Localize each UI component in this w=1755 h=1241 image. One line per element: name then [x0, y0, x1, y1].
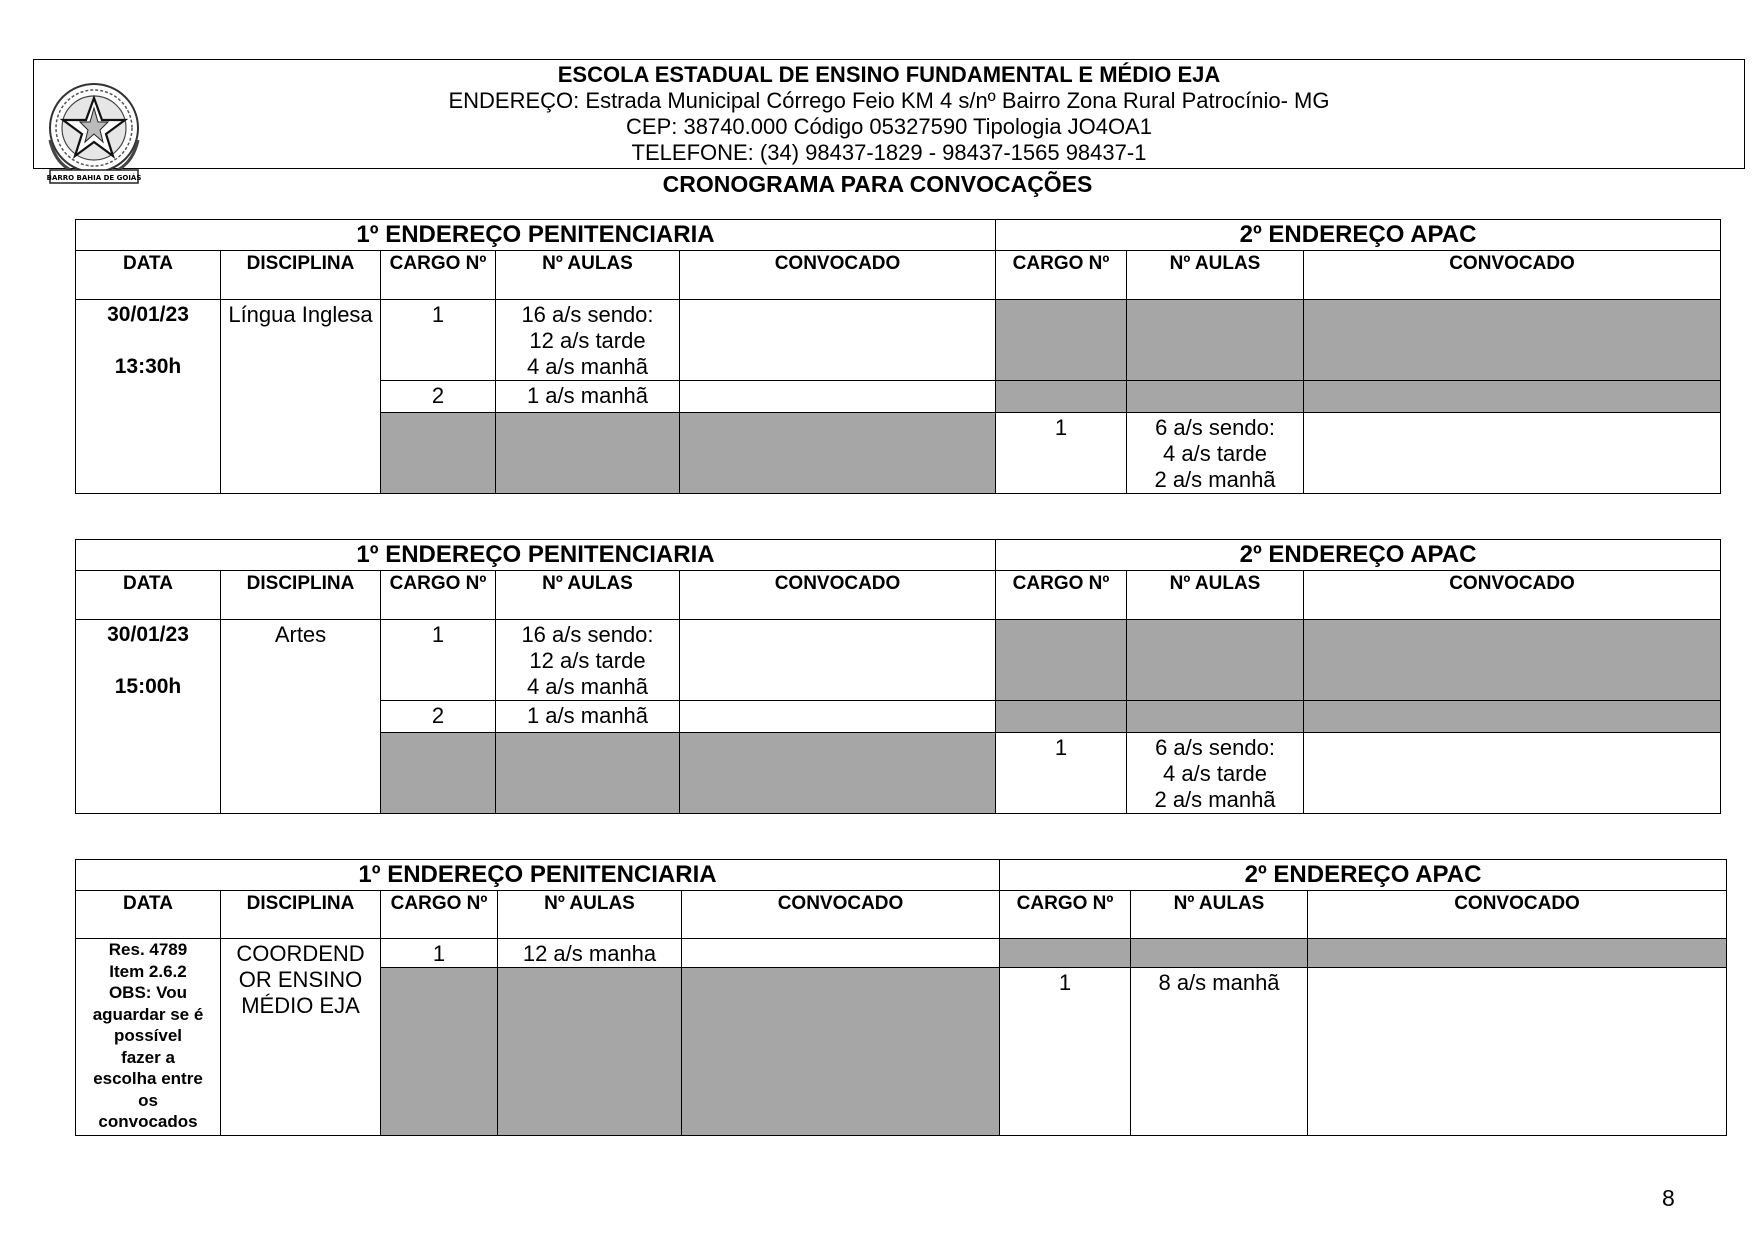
col-discipline: DISCIPLINA [221, 251, 381, 300]
col-apac-convocado: CONVOCADO [1304, 251, 1721, 300]
shaded-cell [1127, 620, 1304, 701]
note-cell [76, 939, 221, 1136]
col-cargo: CARGO Nº [381, 251, 496, 300]
page-number: 8 [1662, 1185, 1675, 1211]
time-text: 13:30h [114, 355, 182, 378]
col-date: DATA [76, 891, 221, 939]
time-text: 15:00h [114, 675, 182, 698]
discipline-cell: COORDEND OR ENSINO MÉDIO EJA [221, 939, 381, 1136]
note-line: Res. 4789 [108, 940, 188, 959]
col-discipline: DISCIPLINA [221, 891, 381, 939]
aulas-line: 2 a/s manhã [1154, 467, 1276, 492]
cargo-cell: 1 [381, 939, 498, 968]
shaded-cell [680, 733, 996, 814]
shaded-cell [381, 733, 496, 814]
schedule-table-3 [75, 859, 1727, 1136]
apac-convocado-cell [1304, 413, 1721, 494]
shaded-cell [1304, 620, 1721, 701]
aulas-line: 12 a/s tarde [529, 648, 646, 673]
col-convocado: CONVOCADO [682, 891, 1000, 939]
page-title: CRONOGRAMA PARA CONVOCAÇÕES [662, 171, 1093, 197]
aulas-line: 6 a/s sendo: [1155, 735, 1275, 760]
shaded-cell [1304, 300, 1721, 381]
shaded-cell [996, 300, 1127, 381]
note-line: convocados [98, 1112, 198, 1131]
shaded-cell [381, 413, 496, 494]
col-date: DATA [76, 251, 221, 300]
aulas-line: 4 a/s tarde [1163, 761, 1267, 786]
cargo-cell: 1 [381, 300, 496, 381]
aulas-line: 16 a/s sendo: [521, 622, 654, 647]
school-address: ENDEREÇO: Estrada Municipal Córrego Feio KM 4 s/nº Bairro Zona Rural Patrocínio- MG [448, 88, 1330, 113]
shaded-cell [996, 620, 1127, 701]
cargo-cell: 2 [381, 701, 496, 733]
section-penitenciaria-header: 1º ENDEREÇO PENITENCIARIA [76, 860, 1000, 891]
note-line: escolha entre [93, 1069, 203, 1088]
shaded-cell [1308, 939, 1727, 968]
aulas-line: 4 a/s manhã [526, 674, 649, 699]
col-convocado: CONVOCADO [680, 251, 996, 300]
shaded-cell [1304, 701, 1721, 733]
aulas-line: 12 a/s tarde [529, 328, 646, 353]
aulas-cell: 1 a/s manhã [496, 701, 680, 733]
school-phone: TELEFONE: (34) 98437-1829 - 98437-1565 98437-1 [631, 140, 1147, 165]
note-line: Item 2.6.2 [109, 961, 187, 981]
aulas-cell: 12 a/s manha [498, 939, 682, 968]
shaded-cell [496, 413, 680, 494]
section-penitenciaria-header: 1º ENDEREÇO PENITENCIARIA [76, 220, 996, 251]
section-apac-header: 2º ENDEREÇO APAC [1000, 860, 1727, 891]
apac-convocado-cell [1304, 733, 1721, 814]
shaded-cell [1127, 701, 1304, 733]
shaded-cell [1304, 381, 1721, 413]
convocado-cell [682, 939, 1000, 968]
aulas-line: 2 a/s manhã [1154, 787, 1276, 812]
apac-aulas-cell [1127, 733, 1304, 814]
cargo-cell: 1 [381, 620, 496, 701]
col-apac-aulas: Nº AULAS [1131, 891, 1308, 939]
aulas-cell: 1 a/s manhã [496, 381, 680, 413]
col-aulas: Nº AULAS [498, 891, 682, 939]
col-discipline: DISCIPLINA [221, 571, 381, 620]
col-date: DATA [76, 571, 221, 620]
apac-cargo-cell: 1 [1000, 968, 1131, 1136]
convocado-cell [680, 300, 996, 381]
note-line: aguardar se é [92, 1004, 204, 1024]
convocado-cell [680, 701, 996, 733]
date-cell [76, 300, 221, 494]
date-text: 30/01/23 [107, 623, 189, 646]
shaded-cell [496, 733, 680, 814]
shaded-cell [680, 413, 996, 494]
aulas-cell [496, 620, 680, 701]
shaded-cell [1127, 381, 1304, 413]
col-aulas: Nº AULAS [496, 251, 680, 300]
discipline-cell: Língua Inglesa [221, 300, 381, 494]
col-cargo: CARGO Nº [381, 571, 496, 620]
note-line: possível [113, 1026, 183, 1045]
shaded-cell [1131, 939, 1308, 968]
apac-convocado-cell [1308, 968, 1727, 1136]
shaded-cell [1127, 300, 1304, 381]
apac-aulas-cell: 8 a/s manhã [1131, 968, 1308, 1136]
note-line: OBS: Vou [108, 983, 188, 1002]
col-apac-convocado: CONVOCADO [1308, 891, 1727, 939]
aulas-line: 6 a/s sendo: [1155, 415, 1275, 440]
col-aulas: Nº AULAS [496, 571, 680, 620]
svg-text:BARRO BAHIA DE GOIÁS: BARRO BAHIA DE GOIÁS [46, 174, 142, 182]
section-apac-header: 2º ENDEREÇO APAC [996, 220, 1721, 251]
col-apac-cargo: CARGO Nº [996, 251, 1127, 300]
col-apac-cargo: CARGO Nº [1000, 891, 1131, 939]
col-convocado: CONVOCADO [680, 571, 996, 620]
aulas-line: 16 a/s sendo: [521, 302, 654, 327]
schedule-table-2 [75, 539, 1721, 814]
section-apac-header: 2º ENDEREÇO APAC [996, 540, 1721, 571]
school-cep: CEP: 38740.000 Código 05327590 Tipologia JO4OA1 [626, 114, 1152, 139]
col-cargo: CARGO Nº [381, 891, 498, 939]
col-apac-aulas: Nº AULAS [1127, 571, 1304, 620]
convocado-cell [680, 620, 996, 701]
convocado-cell [680, 381, 996, 413]
col-apac-aulas: Nº AULAS [1127, 251, 1304, 300]
date-text: 30/01/23 [107, 303, 189, 326]
shaded-cell [1000, 939, 1131, 968]
shaded-cell [996, 381, 1127, 413]
col-apac-cargo: CARGO Nº [996, 571, 1127, 620]
school-header [33, 59, 1745, 169]
apac-cargo-cell: 1 [996, 413, 1127, 494]
note-line: fazer a [121, 1047, 175, 1067]
schedule-table-1 [75, 219, 1721, 494]
shaded-cell [498, 968, 682, 1136]
apac-cargo-cell: 1 [996, 733, 1127, 814]
aulas-line: 4 a/s manhã [526, 354, 649, 379]
header-text [34, 62, 1744, 166]
note-line: os [138, 1090, 158, 1110]
aulas-line: 4 a/s tarde [1163, 441, 1267, 466]
shaded-cell [682, 968, 1000, 1136]
shaded-cell [381, 968, 498, 1136]
school-name: ESCOLA ESTADUAL DE ENSINO FUNDAMENTAL E MÉDIO EJA [557, 62, 1221, 87]
shaded-cell [996, 701, 1127, 733]
date-cell [76, 620, 221, 814]
aulas-cell [496, 300, 680, 381]
cargo-cell: 2 [381, 381, 496, 413]
discipline-cell: Artes [221, 620, 381, 814]
section-penitenciaria-header: 1º ENDEREÇO PENITENCIARIA [76, 540, 996, 571]
col-apac-convocado: CONVOCADO [1304, 571, 1721, 620]
apac-aulas-cell [1127, 413, 1304, 494]
